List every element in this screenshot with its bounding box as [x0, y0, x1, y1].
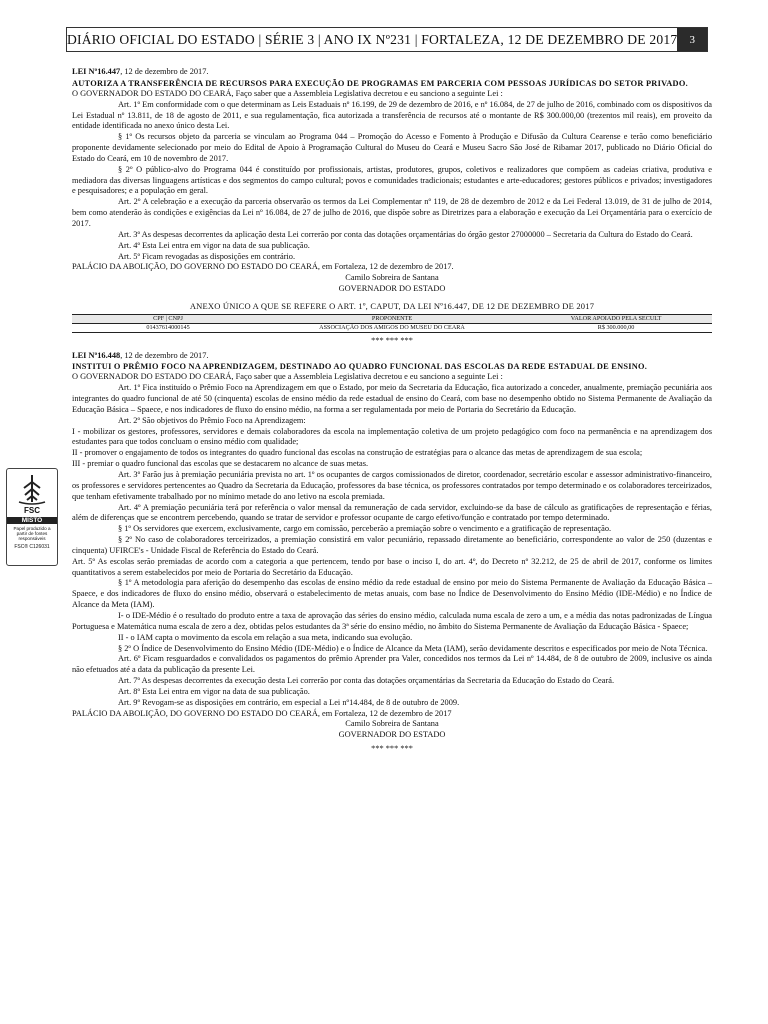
palace-line: PALÁCIO DA ABOLIÇÃO, DO GOVERNO DO ESTADO DO CEARÁ, em Fortaleza, 12 de dezembro de 2017 [72, 708, 452, 718]
page-header [66, 27, 708, 52]
article: Art. 6º Ficam resguardados e convalidados os pagamentos do prêmio Aprender pra Valer, concedidos nos termos da Lei nº 14.484, de 8 de outubro de 2009, inclusive os ainda não efetuados até a data da publicação da presente Lei. [72, 654, 712, 675]
article: Art. 2º São objetivos do Prêmio Foco na Aprendizagem: [118, 415, 306, 425]
inciso: III - premiar o quadro funcional das escolas que se destacarem no alcance de suas metas. [72, 459, 369, 469]
signer-name: Camilo Sobreira de Santana [345, 273, 439, 283]
article: Art. 7º As despesas decorrentes da execução desta Lei correrão por conta das dotações orçamentárias da Secretaria da Educação do Estado do Ceará. [118, 676, 615, 686]
article: Art. 1º Em conformidade com o que determinam as Leis Estaduais nº 16.199, de 29 de dezembro de 2016, e nº 16.084, de 27 de julho de 2016, combinado com os dispositivos da Lei Estadual nº 13.811, de 18 de agosto de 2011, e sua regulamentação, fica autorizada a transferência de recursos até o montante de R$ 300.000,00 (trezentos mil reais), em proveito da entidade identificada no anexo único desta Lei. [72, 99, 712, 131]
article: Art. 5º As escolas serão premiadas de acordo com a categoria a que pertencem, tendo por base o inciso I, do art. 4º, do Decreto nº 32.212, de 25 de abril de 2017, conforme os limites quantitativos a serem estabelecidos por meio de Portaria do Secretário da Educação. [72, 556, 712, 577]
column-header: CPF | CNPJ [72, 314, 264, 323]
article: Art. 8º Esta Lei entra em vigor na data de sua publicação. [118, 686, 310, 696]
inciso: I- o IDE-Médio é o resultado do produto entre a taxa de aprovação das séries do ensino médio, calculada numa escala de zero a um, e a média das notas padronizadas de Língua Portuguesa e Matemática numa escala de zero a dez, obtidas pelos estudantes da 3ª série do ensino médio, no âmbito do Sistema Permanente de Avaliação da Educação Básica - Spaece; [72, 610, 712, 631]
law-ementa: AUTORIZA A TRANSFERÊNCIA DE RECURSOS PARA EXECUÇÃO DE PROGRAMAS EM PARCERIA COM PESSOAS JURÍDICAS DO SETOR PRIVADO. [72, 78, 688, 88]
law-heading [72, 351, 712, 362]
table-header-row [72, 314, 712, 323]
paragraph: § 1º Os recursos objeto da parceria se vinculam ao Programa 044 – Promoção do Acesso e Fomento à Produção e Difusão da Cultura Cearense e terão como beneficiário proponente devidamente selecionado por meio do Edital de Apoio à Programação Cultural do Museu do Ceará e Museu Sacro São José de Ribamar 2017, publicado no Diário Oficial do Estado do Ceará, em 10 de novembro de 2017. [72, 132, 712, 163]
law-preamble: O GOVERNADOR DO ESTADO DO CEARÁ, Faço saber que a Assembleia Legislativa decretou e eu sanciono a seguinte Lei : [72, 372, 503, 382]
fsc-code: FSC® C126031 [14, 543, 50, 550]
palace-line: PALÁCIO DA ABOLIÇÃO, DO GOVERNO DO ESTADO DO CEARÁ, em Fortaleza, 12 de dezembro de 2017. [72, 262, 454, 272]
fsc-text: Papel produzido a partir de fontes responsáveis [13, 526, 51, 542]
paragraph: § 1º Os servidores que exercem, exclusivamente, cargo em comissão, perceberão a premiação sobre o vencimento e a gratificação de representação. [118, 524, 612, 534]
table-cell: 01437614000145 [72, 323, 264, 332]
inciso: II - promover o engajamento de todos os integrantes do quadro funcional das escolas na construção de estratégias para o alcance das metas de aprendizagem de sua escola; [72, 448, 643, 458]
signer-title: GOVERNADOR DO ESTADO [338, 284, 446, 294]
column-header: PROPONENTE [264, 314, 520, 323]
fsc-tree-icon [15, 472, 49, 506]
table-row [72, 323, 712, 332]
law-preamble: O GOVERNADOR DO ESTADO DO CEARÁ, Faço saber que a Assembleia Legislativa decretou e eu sanciono a seguinte Lei : [72, 88, 503, 98]
law-heading [72, 67, 712, 78]
article: Art. 4º A premiação pecuniária terá por referência o valor mensal da remuneração de cada servidor, excluindo-se da base de cálculo as gratificações de representação e férias, além de diferenças que se encontrem percebendo, quando se tratar de servidor e professor ocupante de cargo efetivo/função e contratado por tempo determinado. [72, 502, 712, 523]
law-number: LEI Nº16.448 [72, 350, 121, 360]
publication-title: DIÁRIO OFICIAL DO ESTADO | SÉRIE 3 | ANO IX Nº231 | FORTALEZA, 12 DE DEZEMBRO DE 2017 [67, 31, 678, 47]
section-separator: *** *** *** [371, 335, 413, 345]
article: Art. 3º As despesas decorrentes da aplicação desta Lei correrão por conta das dotações orçamentárias do órgão gestor 27000000 – Secretaria da Cultura do Estado do Ceará. [118, 229, 693, 239]
fsc-seal [6, 468, 58, 566]
paragraph: § 1º A metodologia para aferição do desempenho das escolas de ensino médio da rede estadual de ensino por meio do Sistema Permanente de Avaliação da Educação Básica – Spaece, e dos indicadores de fluxo do ensino médio, observará o estabelecimento de metas anuais, com base no Índice de Desenvolvimento do Ensino Médio (IDE-Médio) e no Índice de Alcance da Meta (IAM). [72, 578, 712, 610]
inciso: I - mobilizar os gestores, professores, servidores e demais colaboradores da escola na implementação coletiva de um projeto pedagógico com foco na permanência e na aprendizagem dos estudantes para que todos concluam o ensino médio com qualidade; [72, 426, 712, 447]
inciso: II - o IAM capta o movimento da escola em relação a sua meta, indicando sua evolução. [118, 632, 413, 642]
annex-title: ANEXO ÚNICO A QUE SE REFERE O ART. 1º, CAPUT, DA LEI Nº16.447, DE 12 DE DEZEMBRO DE 2017 [189, 300, 595, 311]
law-ementa: INSTITUI O PRÊMIO FOCO NA APRENDIZAGEM, DESTINADO AO QUADRO FUNCIONAL DAS ESCOLAS DA REDE ESTADUAL DE ENSINO. [72, 362, 648, 372]
paragraph: § 2º O público-alvo do Programa 044 é constituído por profissionais, artistas, produtores, grupos, coletivos e realizadores que compõem as cadeias criativa, produtiva e mediadora das diversas linguagens artísticas e dos segmentos do campo cultural; povos e comunidades tradicionais; estudantes e arte-educadores; gestores públicos e privados; investigadores e pesquisadores; e a população em geral. [72, 164, 712, 196]
article: Art. 1º Fica instituído o Prêmio Foco na Aprendizagem em que o Estado, por meio da Secretaria da Educação, fica autorizado a conceder, anualmente, premiação pecuniária aos integrantes do quadro funcional de até 50 (cinquenta) escolas de ensino médio da rede estadual de ensino do Ceará, com base no desempenho obtido no Sistema Permanente de Avaliação da Educação Básica – Spaece, e nos indicadores de fluxo do ensino médio, na forma a ser regulamentada por meio de Portaria do Secretário da Educação. [72, 383, 712, 414]
paragraph: § 2º O Índice de Desenvolvimento do Ensino Médio (IDE-Médio) e o Índice de Alcance da Meta (IAM), serão devidamente descritos e especificados por meio de Nota Técnica. [118, 643, 708, 653]
section-separator: *** *** *** [371, 744, 413, 754]
paragraph: § 2º No caso de colaboradores terceirizados, a premiação consistirá em valor pecuniário, repassado diretamente ao beneficiário, correspondente ao valor de 250 (duzentas e cinquenta) UFIRCE's - Unidade Fiscal de Referência do Estado do Ceará. [72, 535, 712, 555]
page-number: 3 [677, 28, 707, 51]
law-date: , 12 de dezembro de 2017. [120, 67, 209, 76]
table-cell: ASSOCIAÇÃO DOS AMIGOS DO MUSEU DO CEARÁ [264, 323, 520, 332]
fsc-label: MISTO [7, 517, 57, 524]
article: Art. 5º Ficam revogadas as disposições em contrário. [118, 251, 296, 261]
column-header: VALOR APOIADO PELA SECULT [520, 314, 712, 323]
article: Art. 4º Esta Lei entra em vigor na data de sua publicação. [118, 240, 310, 250]
law-number: LEI Nº16.447 [72, 67, 121, 76]
signer-title: GOVERNADOR DO ESTADO [338, 730, 446, 740]
table-cell: R$ 300.000,00 [520, 323, 712, 332]
fsc-brand: FSC [24, 506, 40, 515]
article: Art. 2º A celebração e a execução da parceria observarão os termos da Lei Complementar nº 119, de 28 de dezembro de 2012 e da Lei Federal 13.019, de 31 de julho de 2014, bem como atenderão às condições e exigências da Lei nº 16.084, de 27 de julho de 2016, que dispõe sobre as Diretrizes para a elaboração e execução da Lei Orçamentária para o exercício de 2017. [72, 197, 712, 228]
law-date: , 12 de dezembro de 2017. [120, 350, 209, 360]
signer-name: Camilo Sobreira de Santana [345, 719, 439, 729]
document-body [72, 67, 712, 755]
article: Art. 3º Farão jus à premiação pecuniária prevista no art. 1º os ocupantes de cargos comissionados de diretor, coordenador, secretário escolar e assessor administrativo-financeiro, os professores e servidores pertencentes ao Quadro da Secretaria da Educação, professores da base técnica, os professores contratados por tempo determinado e os colaboradores terceirizados, que tenham efetivamente trabalhado por no mínimo metade do ano letivo na escola premiada. [72, 470, 712, 501]
article: Art. 9º Revogam-se as disposições em contrário, em especial a Lei nº14.484, de 8 de outubro de 2009. [118, 697, 460, 707]
annex-table [72, 314, 712, 333]
